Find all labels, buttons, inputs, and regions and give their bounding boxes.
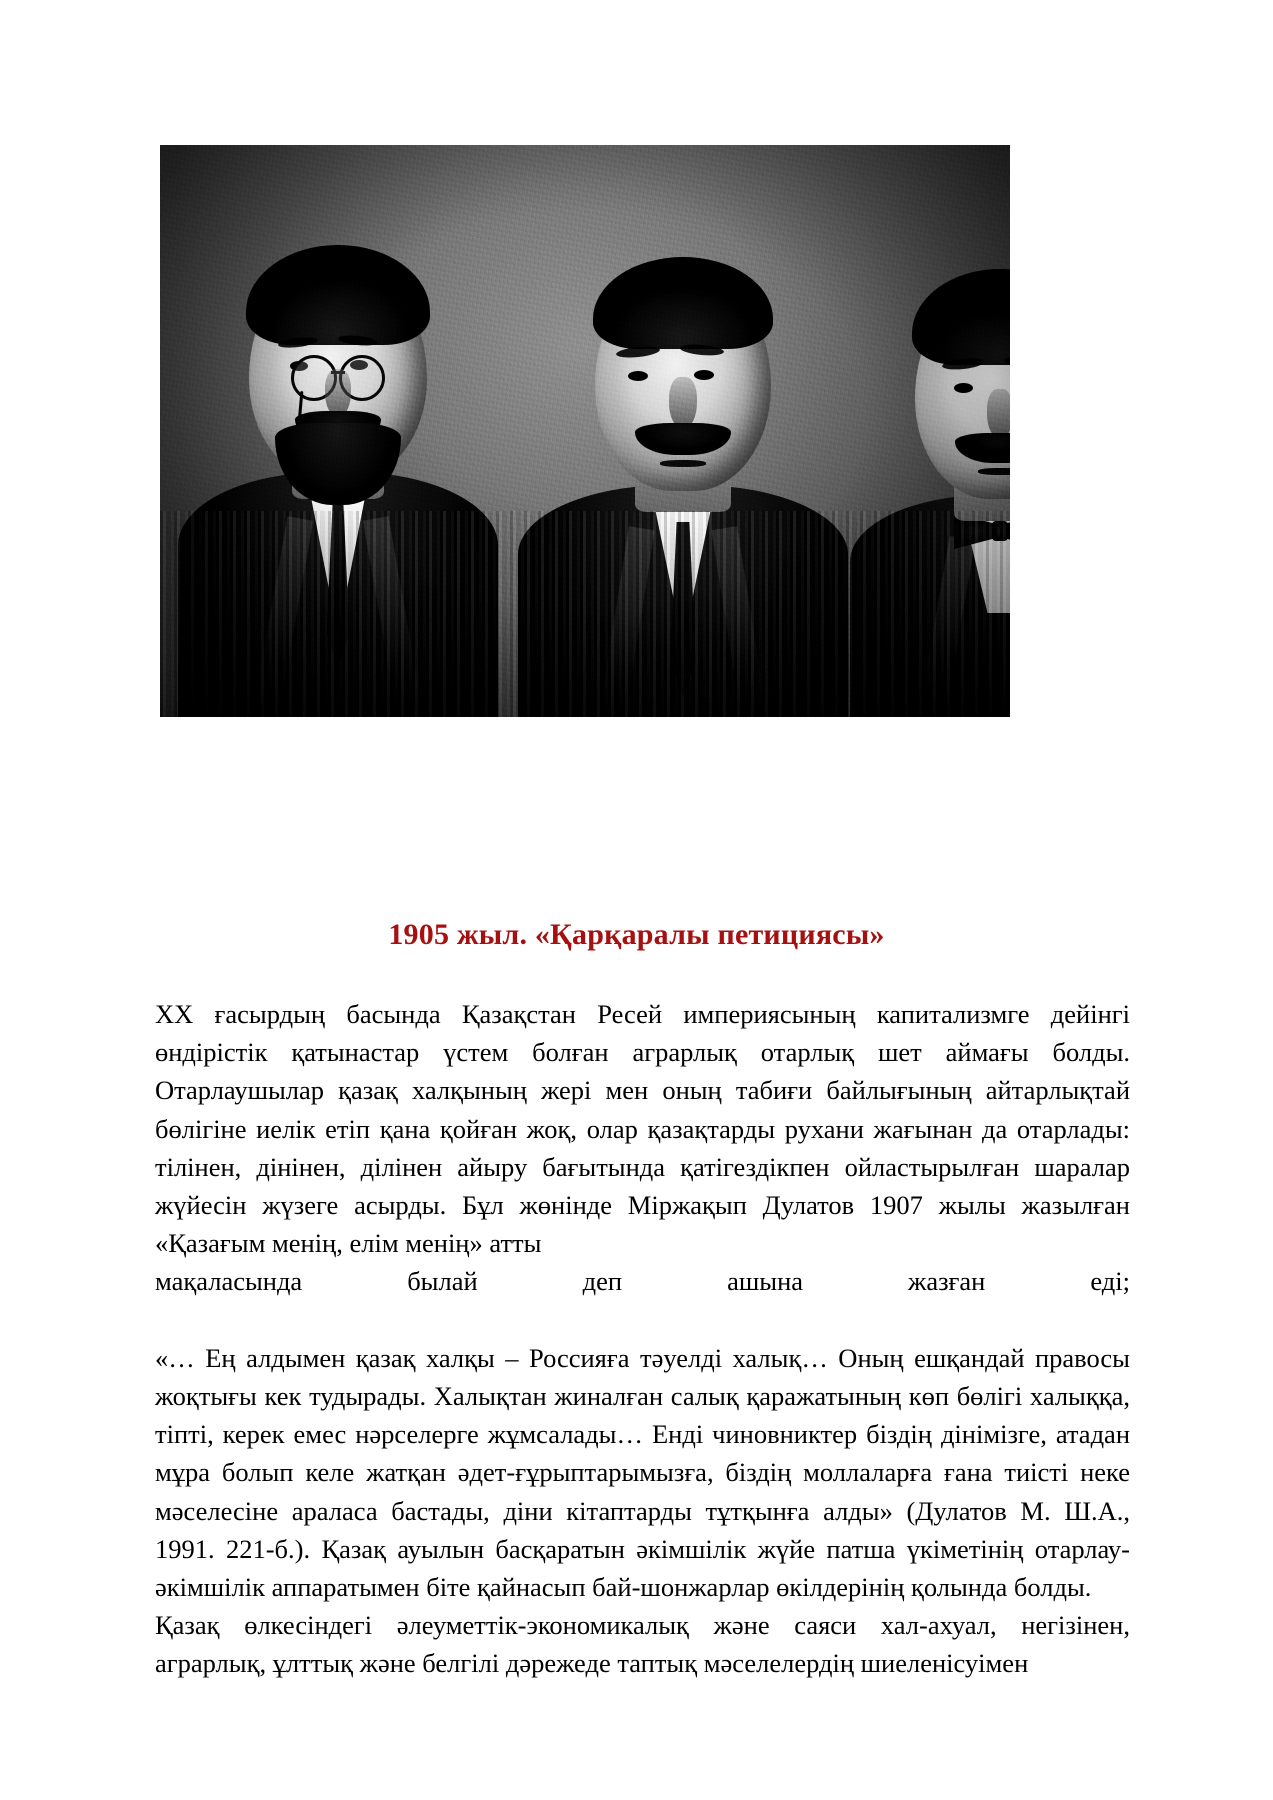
stretched-line-text: мақаласында былай деп ашына жазған еді; (155, 1266, 1130, 1297)
historical-photo-figure (160, 145, 1010, 717)
page-title: 1905 жыл. «Қарқаралы петициясы» (388, 918, 885, 951)
paragraph-3 (155, 1606, 1130, 1682)
paragraph-1 (155, 995, 1130, 1262)
body-text-container (155, 995, 1130, 1683)
paragraph-stretched-line (155, 1262, 1130, 1338)
historical-photo (160, 145, 1010, 717)
photo-vignette (160, 145, 1010, 717)
paragraph-1-text: ХХ ғасырдың басында Қазақстан Ресей империясының капитализмге дейінгі өндірістік қатынастар үстем болған аграрлық отарлық шет аймағы болды. Отарлаушылар қазақ халқының жері мен оның табиғи байлығының айтарлықтай бөлігіне иелік етіп қана қойған жоқ, олар қазақтарды рухани жағынан да отарлады: тілінен, дінінен, ділінен айыру бағытында қатігездікпен ойластырылған шаралар жүйесін жүзеге асырды. Бұл жөнінде Міржақып Дулатов 1907 жылы жазылған «Қазағым менің, елім менің» атты (155, 999, 1130, 1259)
paragraph-2 (155, 1339, 1130, 1606)
paragraph-2-text: «… Ең алдымен қазақ халқы – Россияға тәуелді халық… Оның ешқандай правосы жоқтығы кек тудырады. Халықтан жиналған салық қаражатының көп бөлігі халыққа, тіпті, керек емес нәрселерге жұмсалады… Енді чиновниктер біздің дінімізге, атадан мұра болып келе жатқан әдет-ғұрыптарымызға, біздің моллаларға ғана тиісті неке мәселесіне араласа бастады, діни кітаптарды тұтқынға алды» (Дулатов М. Ш.А., 1991. 221-б.). Қазақ ауылын басқаратын әкімшілік жүйе патша үкіметінің отарлау-әкімшілік аппаратымен біте қайнасып бай-шонжарлар өкілдерінің қолында болды. (155, 1342, 1130, 1603)
paragraph-3-text: Қазақ өлкесіндегі әлеуметтік-экономикалық және саяси хал-ахуал, негізінен, аграрлық, ұлттық және белгілі дәрежеде таптық мәселелердің шиеленісуімен (155, 1610, 1130, 1679)
